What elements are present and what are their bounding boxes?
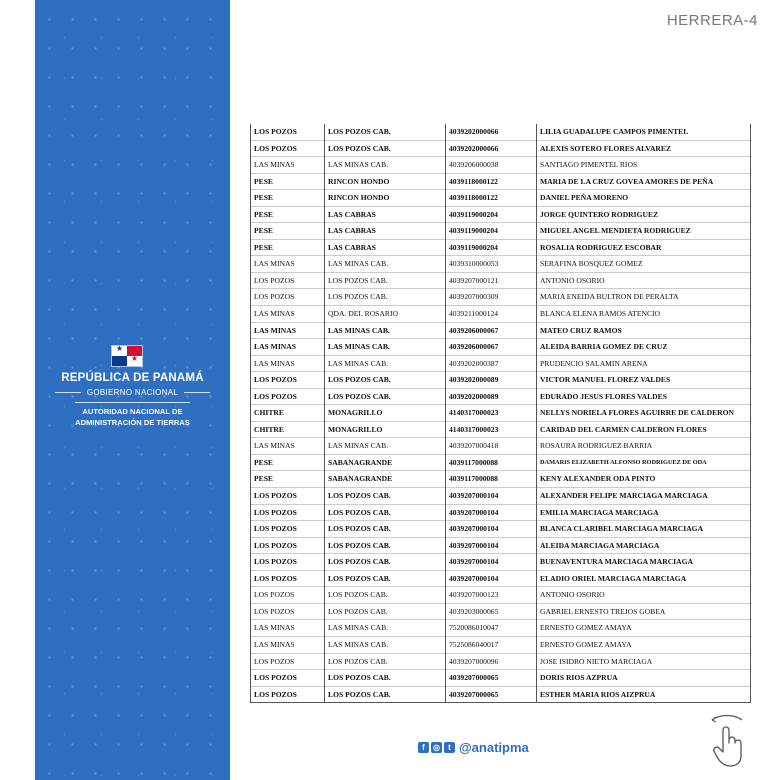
district-cell: PESE — [251, 206, 325, 223]
twitter-icon[interactable]: t — [444, 742, 455, 753]
page-label: HERRERA-4 — [666, 12, 758, 29]
owner-name-cell: ERNESTO GOMEZ AMAYA — [537, 636, 751, 653]
agency-divider — [75, 402, 190, 403]
district-cell: PESE — [251, 454, 325, 471]
owner-name-cell: NELLYS NORIELA FLORES AGUIRRE DE CALDERON — [537, 405, 751, 422]
locality-cell: LOS POZOS CAB. — [325, 388, 446, 405]
owner-name-cell: ALEIDA MARCIAGA MARCIAGA — [537, 537, 751, 554]
owner-name-cell: VICTOR MANUEL FLOREZ VALDES — [537, 372, 751, 389]
locality-cell: QDA. DEL ROSARIO — [325, 306, 446, 323]
parcel-code-cell: 4039207000065 — [446, 670, 537, 687]
table-row — [251, 157, 751, 174]
owner-name-cell: MATEO CRUZ RAMOS — [537, 322, 751, 339]
owner-name-cell: CARIDAD DEL CARMEN CALDERON FLORES — [537, 421, 751, 438]
government-sidebar — [35, 0, 230, 780]
owner-name-cell: MARIA DE LA CRUZ GOVEA AMORES DE PEÑA — [537, 173, 751, 190]
owner-name-cell: ANTONIO OSORIO — [537, 587, 751, 604]
table-row — [251, 223, 751, 240]
parcel-code-cell: 4039207000309 — [446, 289, 537, 306]
locality-cell: LOS POZOS CAB. — [325, 372, 446, 389]
parcel-code-cell: 4039119000204 — [446, 206, 537, 223]
table-row — [251, 636, 751, 653]
locality-cell: LOS POZOS CAB. — [325, 488, 446, 505]
owner-name-cell: EDURADO JESUS FLORES VALDES — [537, 388, 751, 405]
table-row — [251, 603, 751, 620]
owner-name-cell: ALEXIS SOTERO FLORES ALVAREZ — [537, 140, 751, 157]
parcel-code-cell: 4039207000104 — [446, 504, 537, 521]
parcel-code-cell: 4039207000123 — [446, 587, 537, 604]
locality-cell: LOS POZOS CAB. — [325, 289, 446, 306]
district-cell: PESE — [251, 239, 325, 256]
parcel-code-cell: 4039119000204 — [446, 239, 537, 256]
district-cell: LOS POZOS — [251, 372, 325, 389]
locality-cell: LOS POZOS CAB. — [325, 521, 446, 538]
owner-name-cell: SERAFINA BOSQUEZ GOMEZ — [537, 256, 751, 273]
locality-cell: LAS MINAS CAB. — [325, 339, 446, 356]
table-row — [251, 190, 751, 207]
district-cell: LAS MINAS — [251, 620, 325, 637]
parcel-code-cell: 4039117000088 — [446, 471, 537, 488]
table-row — [251, 554, 751, 571]
table-row — [251, 570, 751, 587]
district-cell: LAS MINAS — [251, 306, 325, 323]
locality-cell: LOS POZOS CAB. — [325, 570, 446, 587]
district-cell: LOS POZOS — [251, 554, 325, 571]
parcel-code-cell: 4039118000122 — [446, 190, 537, 207]
locality-cell: LOS POZOS CAB. — [325, 537, 446, 554]
locality-cell: LAS CABRAS — [325, 206, 446, 223]
instagram-icon[interactable]: ◎ — [431, 742, 442, 753]
parcel-code-cell: 4039207000104 — [446, 521, 537, 538]
parcel-code-cell: 7520086010047 — [446, 620, 537, 637]
parcel-code-cell: 4039207000121 — [446, 272, 537, 289]
owner-name-cell: MARIA ENEIDA BULTRON DE PERALTA — [537, 289, 751, 306]
owner-name-cell: PRUDENCIO SALAMIN ARENA — [537, 355, 751, 372]
district-cell: LAS MINAS — [251, 322, 325, 339]
table-row — [251, 372, 751, 389]
locality-cell: LAS CABRAS — [325, 239, 446, 256]
table-row — [251, 670, 751, 687]
table-row — [251, 405, 751, 422]
swipe-gesture-icon — [706, 712, 748, 768]
district-cell: LOS POZOS — [251, 603, 325, 620]
district-cell: LOS POZOS — [251, 388, 325, 405]
district-cell: CHITRE — [251, 421, 325, 438]
district-cell: LOS POZOS — [251, 488, 325, 505]
table-row — [251, 421, 751, 438]
table-row — [251, 438, 751, 455]
district-cell: LOS POZOS — [251, 140, 325, 157]
parcel-code-cell: 4039206000067 — [446, 322, 537, 339]
owner-name-cell: JOSE ISIDRO NIETO MARCIAGA — [537, 653, 751, 670]
social-handle[interactable]: @anatipma — [459, 740, 529, 755]
owner-name-cell: BLANCA ELENA RAMOS ATENCIO — [537, 306, 751, 323]
locality-cell: LOS POZOS CAB. — [325, 504, 446, 521]
locality-cell: RINCON HONDO — [325, 190, 446, 207]
parcel-code-cell: 4039207000418 — [446, 438, 537, 455]
parcel-code-cell: 4039211000124 — [446, 306, 537, 323]
table-row — [251, 173, 751, 190]
government-subtitle-text: GOBIERNO NACIONAL — [86, 388, 179, 397]
table-row — [251, 322, 751, 339]
locality-cell: LOS POZOS CAB. — [325, 587, 446, 604]
parcel-code-cell: 4039207000104 — [446, 537, 537, 554]
table-row — [251, 306, 751, 323]
owner-name-cell: GABRIEL ERNESTO TREJOS GOBEA — [537, 603, 751, 620]
table-row — [251, 355, 751, 372]
table-row — [251, 239, 751, 256]
parcel-code-cell: 4039310000053 — [446, 256, 537, 273]
parcel-code-cell: 4039202000066 — [446, 124, 537, 140]
owner-name-cell: ELADIO ORIEL MARCIAGA MARCIAGA — [537, 570, 751, 587]
table-row — [251, 521, 751, 538]
locality-cell: SABANAGRANDE — [325, 471, 446, 488]
district-cell: LOS POZOS — [251, 124, 325, 140]
district-cell: LOS POZOS — [251, 653, 325, 670]
parcel-code-cell: 4039207000104 — [446, 570, 537, 587]
district-cell: LAS MINAS — [251, 636, 325, 653]
parcel-code-cell: 4140317000023 — [446, 421, 537, 438]
owner-name-cell: ALEIDA BARRIA GOMEZ DE CRUZ — [537, 339, 751, 356]
facebook-icon[interactable]: f — [418, 742, 429, 753]
locality-cell: LOS POZOS CAB. — [325, 124, 446, 140]
table-row — [251, 289, 751, 306]
locality-cell: LAS MINAS CAB. — [325, 355, 446, 372]
district-cell: LAS MINAS — [251, 355, 325, 372]
locality-cell: LAS MINAS CAB. — [325, 322, 446, 339]
agency-line-2: ADMINISTRACIÓN DE TIERRAS — [75, 418, 190, 427]
district-cell: LAS MINAS — [251, 438, 325, 455]
district-cell: PESE — [251, 173, 325, 190]
owner-name-cell: LILIA GUADALUPE CAMPOS PIMENTEL — [537, 124, 751, 140]
locality-cell: LOS POZOS CAB. — [325, 686, 446, 703]
district-cell: LOS POZOS — [251, 670, 325, 687]
table-row — [251, 339, 751, 356]
locality-cell: LOS POZOS CAB. — [325, 554, 446, 571]
table-row — [251, 488, 751, 505]
district-cell: LOS POZOS — [251, 521, 325, 538]
table-row — [251, 256, 751, 273]
locality-cell: LAS MINAS CAB. — [325, 438, 446, 455]
district-cell: LOS POZOS — [251, 587, 325, 604]
owner-name-cell: ALEXANDER FELIPE MARCIAGA MARCIAGA — [537, 488, 751, 505]
district-cell: PESE — [251, 223, 325, 240]
locality-cell: RINCON HONDO — [325, 173, 446, 190]
district-cell: LAS MINAS — [251, 339, 325, 356]
parcel-code-cell: 4039202000089 — [446, 372, 537, 389]
owner-name-cell: ANTONIO OSORIO — [537, 272, 751, 289]
locality-cell: LAS MINAS CAB. — [325, 157, 446, 174]
parcel-code-cell: 4039118000122 — [446, 173, 537, 190]
district-cell: PESE — [251, 190, 325, 207]
owner-name-cell: DORIS RIOS AZPRUA — [537, 670, 751, 687]
owner-name-cell: DAMARIS ELIZABETH ALFONSO RODRIGUEZ DE ODA — [537, 454, 751, 471]
parcel-code-cell: 4039202000089 — [446, 388, 537, 405]
district-cell: CHITRE — [251, 405, 325, 422]
locality-cell: LOS POZOS CAB. — [325, 140, 446, 157]
locality-cell: LAS MINAS CAB. — [325, 636, 446, 653]
table-row — [251, 454, 751, 471]
agency-line-1: AUTORIDAD NACIONAL DE — [82, 407, 183, 416]
table-row — [251, 587, 751, 604]
locality-cell: LOS POZOS CAB. — [325, 653, 446, 670]
owner-name-cell: KENY ALEXANDER ODA PINTO — [537, 471, 751, 488]
parcel-code-cell: 4140317000023 — [446, 405, 537, 422]
owner-name-cell: BUENAVENTURA MARCIAGA MARCIAGA — [537, 554, 751, 571]
table-row — [251, 471, 751, 488]
table-row — [251, 620, 751, 637]
owner-name-cell: ROSAURA RODRIGUEZ BARRIA — [537, 438, 751, 455]
table-row — [251, 272, 751, 289]
parcel-code-cell: 4039206000067 — [446, 339, 537, 356]
owner-name-cell: BLANCA CLARIBEL MARCIAGA MARCIAGA — [537, 521, 751, 538]
owner-name-cell: ERNESTO GOMEZ AMAYA — [537, 620, 751, 637]
owner-name-cell: ESTHER MARIA RIOS AIZPRUA — [537, 686, 751, 703]
owner-name-cell: JORGE QUINTERO RODRIGUEZ — [537, 206, 751, 223]
parcel-code-cell: 4039206000038 — [446, 157, 537, 174]
parcel-code-cell: 4039207000096 — [446, 653, 537, 670]
parcel-code-cell: 7525086040017 — [446, 636, 537, 653]
parcel-code-cell: 4039207000065 — [446, 686, 537, 703]
locality-cell: LAS CABRAS — [325, 223, 446, 240]
locality-cell: LAS MINAS CAB. — [325, 256, 446, 273]
parcel-code-cell: 4039207000104 — [446, 554, 537, 571]
parcel-code-cell: 4039202000387 — [446, 355, 537, 372]
table-row — [251, 388, 751, 405]
locality-cell: LOS POZOS CAB. — [325, 603, 446, 620]
agency-name — [35, 406, 230, 428]
owner-name-cell: SANTIAGO PIMENTEL RIOS — [537, 157, 751, 174]
records-table — [250, 124, 751, 703]
owner-name-cell: EMILIA MARCIAGA MARCIAGA — [537, 504, 751, 521]
table-row — [251, 686, 751, 703]
district-cell: LAS MINAS — [251, 256, 325, 273]
government-subtitle — [55, 388, 210, 397]
district-cell: LOS POZOS — [251, 272, 325, 289]
parcel-code-cell: 4039117000088 — [446, 454, 537, 471]
table-row — [251, 206, 751, 223]
owner-name-cell: MIGUEL ANGEL MENDIETA RODRIGUEZ — [537, 223, 751, 240]
table-row — [251, 140, 751, 157]
locality-cell: LOS POZOS CAB. — [325, 670, 446, 687]
table-row — [251, 653, 751, 670]
locality-cell: MONAGRILLO — [325, 405, 446, 422]
panama-flag-icon: ★ ★ — [111, 345, 143, 367]
district-cell: PESE — [251, 471, 325, 488]
table-row — [251, 537, 751, 554]
parcel-code-cell: 4039202000066 — [446, 140, 537, 157]
parcel-code-cell: 4039203000065 — [446, 603, 537, 620]
social-bar[interactable] — [418, 740, 529, 755]
parcel-code-cell: 4039207000104 — [446, 488, 537, 505]
locality-cell: LAS MINAS CAB. — [325, 620, 446, 637]
parcel-code-cell: 4039119000204 — [446, 223, 537, 240]
district-cell: LOS POZOS — [251, 289, 325, 306]
locality-cell: MONAGRILLO — [325, 421, 446, 438]
district-cell: LOS POZOS — [251, 570, 325, 587]
owner-name-cell: ROSALIA RODRIGUEZ ESCOBAR — [537, 239, 751, 256]
district-cell: LOS POZOS — [251, 686, 325, 703]
district-cell: LOS POZOS — [251, 537, 325, 554]
government-title: REPÚBLICA DE PANAMÁ — [61, 372, 204, 384]
table-row — [251, 504, 751, 521]
district-cell: LAS MINAS — [251, 157, 325, 174]
locality-cell: SABANAGRANDE — [325, 454, 446, 471]
owner-name-cell: DANIEL PEÑA MORENO — [537, 190, 751, 207]
district-cell: LOS POZOS — [251, 504, 325, 521]
table-row — [251, 124, 751, 140]
locality-cell: LOS POZOS CAB. — [325, 272, 446, 289]
